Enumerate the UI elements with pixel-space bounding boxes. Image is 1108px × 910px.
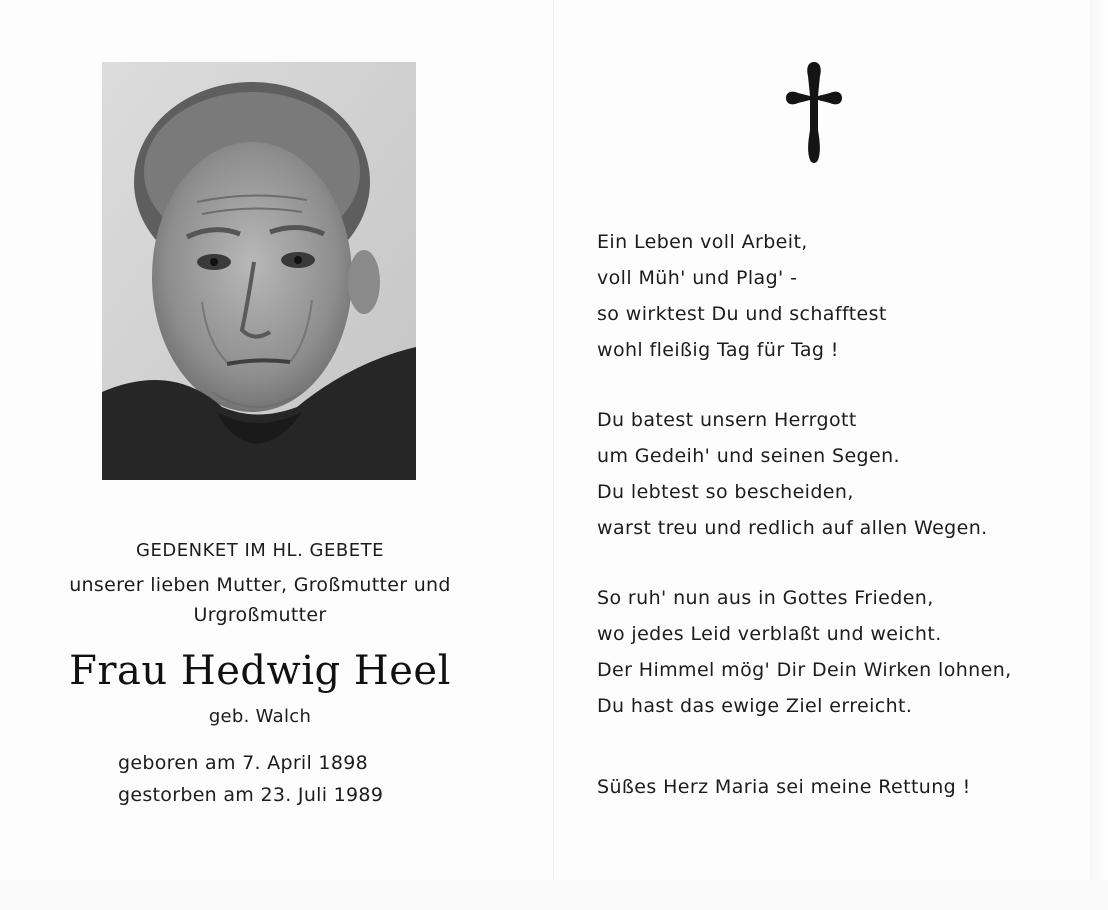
closing-prayer: Süßes Herz Maria sei meine Rettung !: [597, 776, 971, 798]
portrait-photo: [102, 62, 416, 480]
poem: [597, 224, 1067, 758]
poem-stanza: [597, 580, 1067, 724]
maiden-name: geb. Walch: [208, 706, 312, 727]
poem-line: Du hast das ewige Ziel erreicht.: [597, 695, 913, 717]
poem-stanza: [597, 224, 1067, 368]
card-edge-shadow: [1090, 0, 1108, 910]
card-bottom-edge: [0, 880, 1108, 910]
poem-line: Der Himmel mög' Dir Dein Wirken lohnen,: [597, 659, 1012, 681]
death-date: gestorben am 23. Juli 1989: [118, 784, 384, 806]
poem-line: voll Müh' und Plag' -: [597, 267, 798, 289]
relation-line-1: unserer lieben Mutter, Großmutter und: [69, 574, 451, 596]
poem-stanza: [597, 402, 1067, 546]
poem-line: Du batest unsern Herrgott: [597, 409, 857, 431]
birth-date: geboren am 7. April 1898: [118, 752, 368, 774]
intro-heading: GEDENKET IM HL. GEBETE: [136, 540, 384, 561]
portrait-illustration: [102, 62, 416, 480]
poem-line: wo jedes Leid verblaßt und weicht.: [597, 623, 942, 645]
poem-line: Ein Leben voll Arbeit,: [597, 231, 808, 253]
poem-line: So ruh' nun aus in Gottes Frieden,: [597, 587, 934, 609]
cross-icon: [784, 60, 844, 164]
card-fold-line: [553, 0, 554, 880]
deceased-name: Frau Hedwig Heel: [69, 648, 451, 694]
poem-line: Du lebtest so bescheiden,: [597, 481, 854, 503]
poem-line: wohl fleißig Tag für Tag !: [597, 339, 839, 361]
poem-line: um Gedeih' und seinen Segen.: [597, 445, 900, 467]
poem-line: warst treu und redlich auf allen Wegen.: [597, 517, 988, 539]
relation-line-2: Urgroßmutter: [193, 604, 327, 626]
poem-line: so wirktest Du und schafftest: [597, 303, 887, 325]
